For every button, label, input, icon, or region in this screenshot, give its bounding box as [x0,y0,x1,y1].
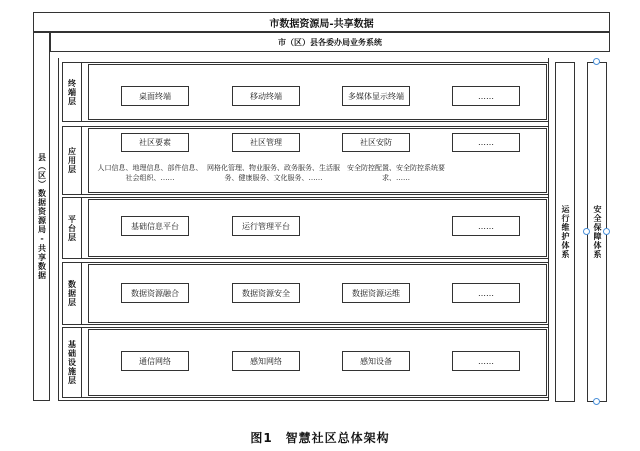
connector-dot-top [593,58,600,65]
left-column [33,32,50,401]
community-management-box: 社区管理 [232,133,300,152]
operation-management-platform-box: 运行管理平台 [232,216,300,236]
application-more-box: …… [452,133,520,152]
connector-dot-right [603,228,610,235]
community-elements-desc: 人口信息、地理信息、部件信息、社会组织、…… [97,164,203,182]
layer-terminal-label: 终端层 [67,78,77,106]
layer-application-label: 应用层 [67,147,77,174]
terminal-more-box: …… [452,86,520,106]
layer-infrastructure-label-cell [62,327,82,398]
layer-platform-label-cell [62,197,82,259]
subtitle-bar: 市（区）县各委办局业务系统 [50,32,610,52]
sensing-device-box: 感知设备 [342,351,410,371]
layer-platform-label: 平台层 [67,214,77,242]
layer-terminal-label-cell [62,62,82,122]
operations-maintenance-label: 运行维护体系 [561,205,570,259]
layer-application-label-cell [62,126,82,195]
data-security-box: 数据资源安全 [232,283,300,303]
community-security-box: 社区安防 [342,133,410,152]
mobile-terminal-box: 移动终端 [232,86,300,106]
community-security-desc: 安全防控配置、安全防控系统要求、…… [347,164,445,182]
operations-maintenance-column [555,62,575,402]
community-elements-box: 社区要素 [121,133,189,152]
figure-caption: 图1 智慧社区总体架构 [250,430,390,445]
connector-dot-left [583,228,590,235]
platform-more-box: …… [452,216,520,236]
data-operations-box: 数据资源运维 [342,283,410,303]
communication-network-box: 通信网络 [121,351,189,371]
multimedia-terminal-box: 多媒体显示终端 [342,86,410,106]
sensing-network-box: 感知网络 [232,351,300,371]
connector-dot-bottom [593,398,600,405]
layer-infrastructure-label: 基础设施层 [67,340,77,385]
data-more-box: …… [452,283,520,303]
data-fusion-box: 数据资源融合 [121,283,189,303]
left-column-label: 县（区）数据资源局-共享数据 [37,153,47,280]
layer-data-label-cell [62,262,82,325]
diagram-title: 市数据资源局-共享数据 [33,12,610,32]
community-management-desc: 网格化管理、物业服务、政务服务、生活服务、健康服务、文化服务、…… [207,164,340,182]
layer-data-label: 数据层 [67,280,77,307]
infrastructure-more-box: …… [452,351,520,371]
security-assurance-label: 安全保障体系 [593,205,602,259]
basic-info-platform-box: 基础信息平台 [121,216,189,236]
desktop-terminal-box: 桌面终端 [121,86,189,106]
